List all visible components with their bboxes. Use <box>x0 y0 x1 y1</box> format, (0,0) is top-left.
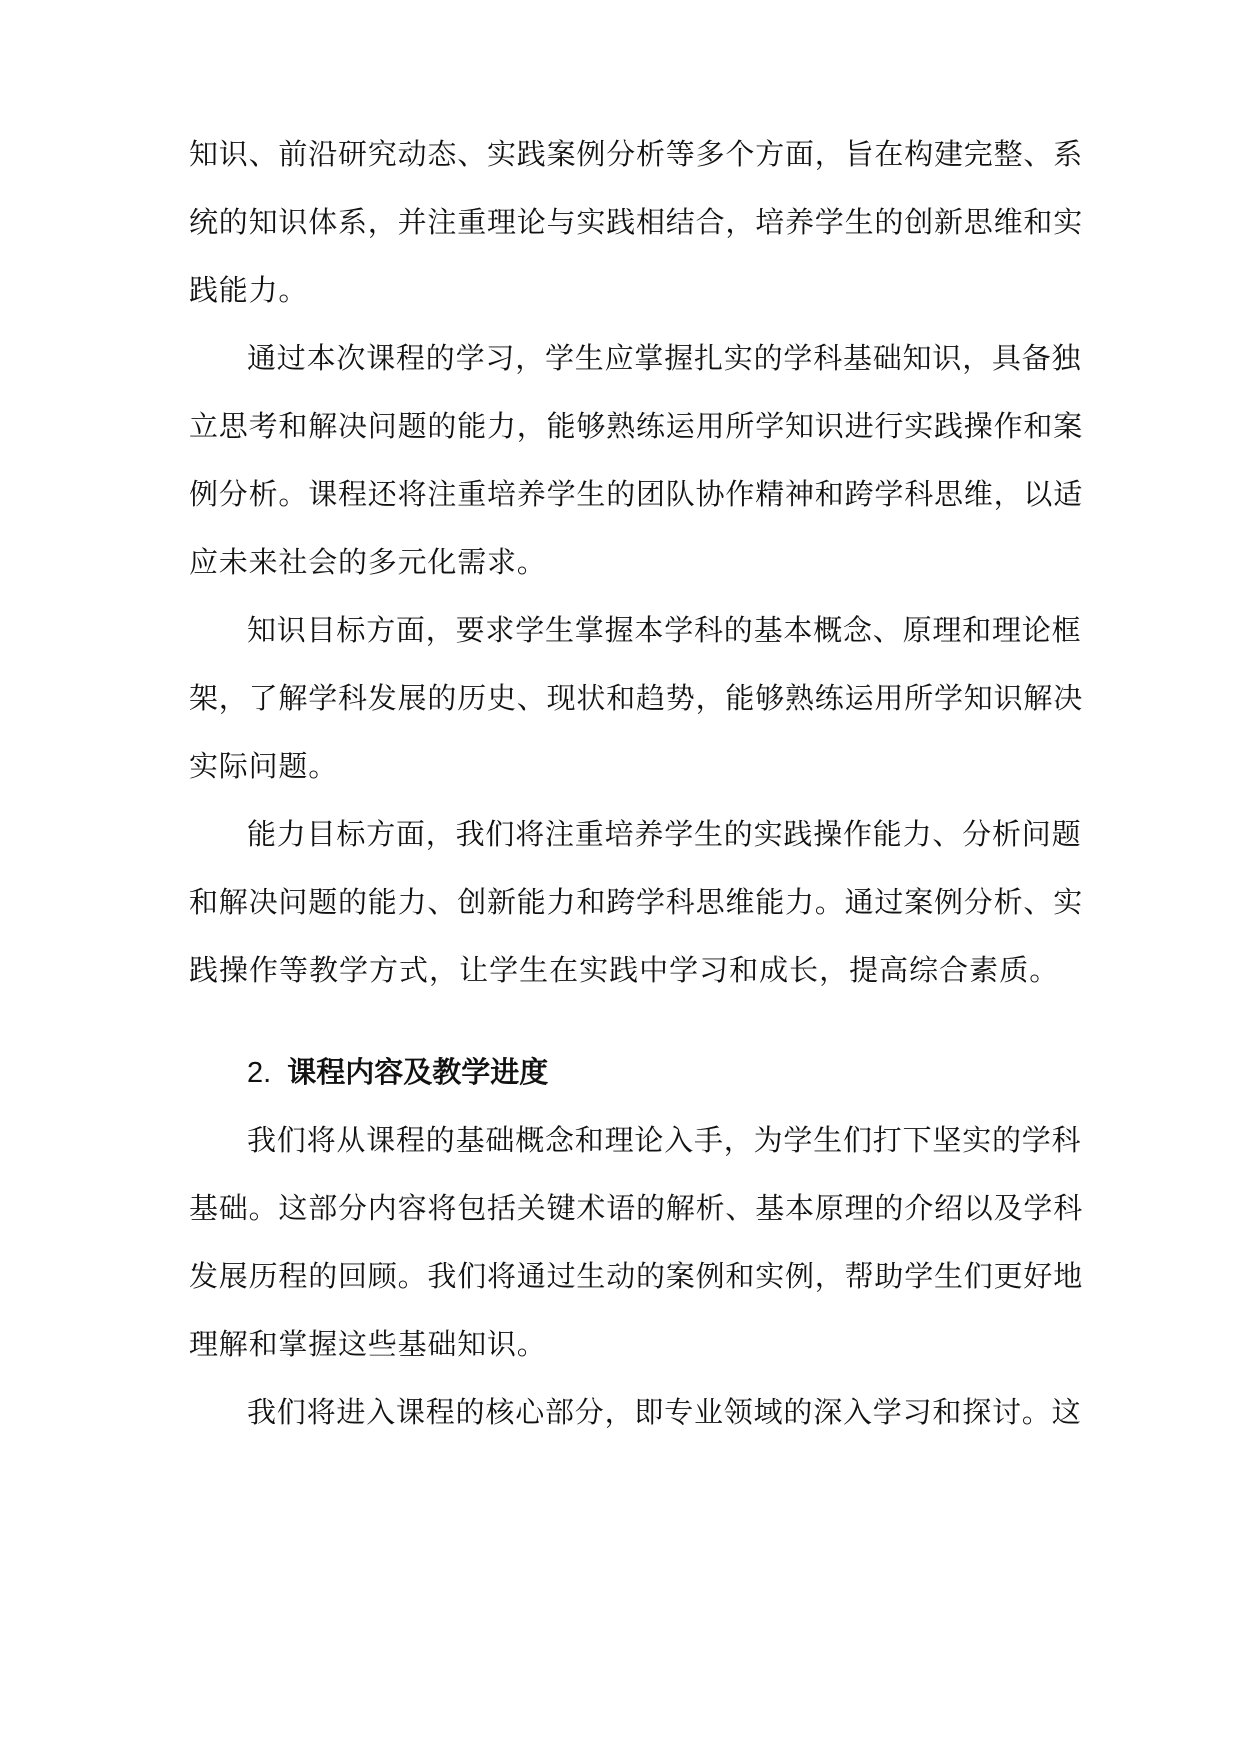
paragraph-1-line-1: 知识、前沿研究动态、实践案例分析等多个方面，旨在构建完整、系 <box>189 137 1084 171</box>
section-title: 课程内容及教学进度 <box>287 1055 549 1089</box>
section-paragraph-1-line-2: 基础。这部分内容将包括关键术语的解析、基本原理的介绍以及学科 <box>189 1191 1084 1225</box>
paragraph-4-line-2: 和解决问题的能力、创新能力和跨学科思维能力。通过案例分析、实 <box>189 885 1084 919</box>
paragraph-4-line-1: 能力目标方面，我们将注重培养学生的实践操作能力、分析问题 <box>247 817 1082 851</box>
paragraph-2-line-3: 例分析。课程还将注重培养学生的团队协作精神和跨学科思维，以适 <box>189 477 1084 511</box>
paragraph-1-line-2: 统的知识体系，并注重理论与实践相结合，培养学生的创新思维和实 <box>189 205 1084 239</box>
section-paragraph-2-line-1: 我们将进入课程的核心部分，即专业领域的深入学习和探讨。这 <box>247 1395 1082 1429</box>
paragraph-4-line-3: 践操作等教学方式，让学生在实践中学习和成长，提高综合素质。 <box>189 953 1059 987</box>
paragraph-1-line-3: 践能力。 <box>189 273 309 307</box>
paragraph-2-line-4: 应未来社会的多元化需求。 <box>189 545 547 579</box>
section-number: 2. <box>247 1057 272 1089</box>
section-paragraph-1-line-1: 我们将从课程的基础概念和理论入手，为学生们打下坚实的学科 <box>247 1123 1082 1157</box>
paragraph-2-line-2: 立思考和解决问题的能力，能够熟练运用所学知识进行实践操作和案 <box>189 409 1084 443</box>
section-heading <box>247 1052 548 1093</box>
paragraph-3-line-3: 实际问题。 <box>189 749 339 783</box>
paragraph-3-line-2: 架，了解学科发展的历史、现状和趋势，能够熟练运用所学知识解决 <box>189 681 1084 715</box>
section-paragraph-1-line-4: 理解和掌握这些基础知识。 <box>189 1327 547 1361</box>
paragraph-3-line-1: 知识目标方面，要求学生掌握本学科的基本概念、原理和理论框 <box>247 613 1082 647</box>
section-paragraph-1-line-3: 发展历程的回顾。我们将通过生动的案例和实例，帮助学生们更好地 <box>189 1259 1084 1293</box>
paragraph-2-line-1: 通过本次课程的学习，学生应掌握扎实的学科基础知识，具备独 <box>247 341 1082 375</box>
